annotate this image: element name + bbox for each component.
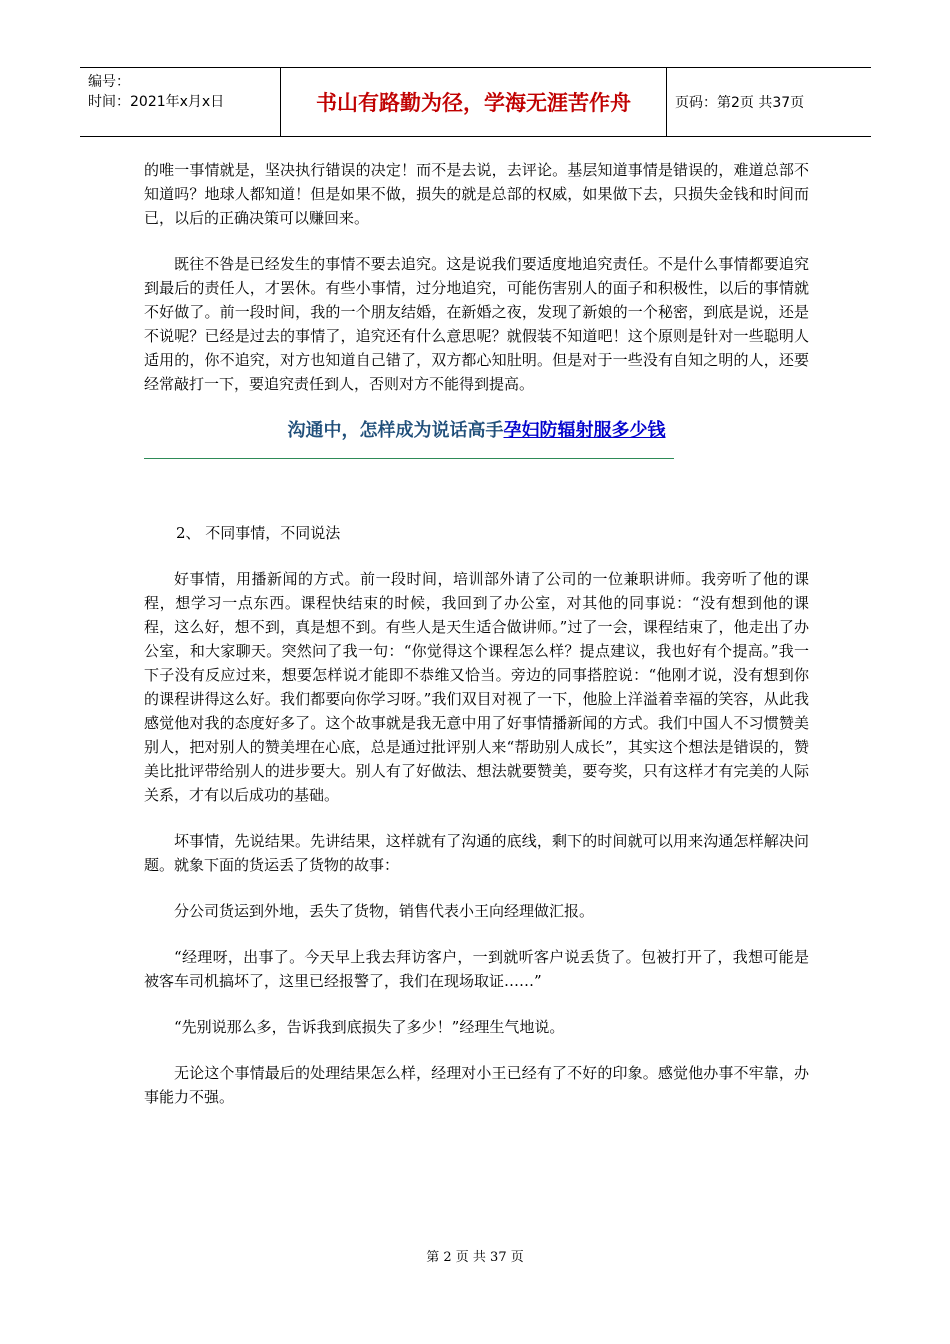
document-code: 编号： bbox=[88, 74, 130, 90]
page-footer: 第 2 页 共 37 页 bbox=[426, 1250, 524, 1265]
document-date: 时间：2021年x月x日 bbox=[88, 94, 225, 110]
paragraph-2: 既往不咎是已经发生的事情不要去追究。这是说我们要适度地追究责任。不是什么事情都要追究到最后的责任人，才罢休。有些小事情，过分地追究，可能伤害别人的面子和积极性，以后的事情就不好做了。前一段时间，我的一个朋友结婚，在新婚之夜，发现了新娘的一个秘密，到底是说，还是不说呢？已经是过去的事情了，追究还有什么意思呢？就假装不知道吧！这个原则是针对一些聪明人适用的，你不追究，对方也知道自己错了，双方都心知肚明。但是对于一些没有自知之明的人，还要经常敲打一下，要追究责任到人，否则对方不能得到提高。 bbox=[144, 255, 809, 393]
paragraph-7: “先别说那么多，告诉我到底损失了多少！”经理生气地说。 bbox=[174, 1018, 565, 1036]
paragraph-8: 无论这个事情最后的处理结果怎么样，经理对小王已经有了不好的印象。感觉他办事不牢靠，办事能力不强。 bbox=[144, 1064, 809, 1106]
page-header bbox=[80, 67, 871, 137]
paragraph-4: 坏事情，先说结果。先讲结果，这样就有了沟通的底线，剩下的时间就可以用来沟通怎样解决问题。就象下面的货运丢了货物的故事： bbox=[144, 832, 809, 874]
paragraph-5: 分公司货运到外地，丢失了货物，销售代表小王向经理做汇报。 bbox=[174, 902, 595, 920]
heading-link[interactable]: 孕妇防辐射服多少钱 bbox=[503, 420, 666, 441]
header-motto: 书山有路勤为径，学海无涯苦作舟 bbox=[281, 68, 667, 136]
section-heading-text: 沟通中，怎样成为说话高手 bbox=[287, 420, 504, 441]
header-page-number: 页码：第2页 共37页 bbox=[675, 95, 805, 111]
document-body bbox=[144, 158, 809, 1131]
paragraph-3: 好事情，用播新闻的方式。前一段时间，培训部外请了公司的一位兼职讲师。我旁听了他的课程，想学习一点东西。课程快结束的时候，我回到了办公室，对其他的同事说：“没有想到他的课程，这么好，想不到，真是想不到。有些人是天生适合做讲师。”过了一会，课程结束了，他走出了办公室，和大家聊天。突然问了我一句：“你觉得这个课程怎么样？提点建议，我也好有个提高。”我一下子没有反应过来，想要怎样说才能即不恭维又恰当。旁边的同事搭腔说：“他刚才说，没有想到你的课程讲得这么好。我们都要向你学习呀。”我们双目对视了一下，他脸上洋溢着幸福的笑容，从此我感觉他对我的态度好多了。这个故事就是我无意中用了好事情播新闻的方式。我们中国人不习惯赞美别人，把对别人的赞美埋在心底，总是通过批评别人来“帮助别人成长”，其实这个想法是错误的，赞美比批评带给别人的进步要大。别人有了好做法、想法就要赞美，要夸奖，只有这样才有完美的人际关系，才有以后成功的基础。 bbox=[144, 570, 809, 804]
paragraph-1: 的唯一事情就是，坚决执行错误的决定！而不是去说，去评论。基层知道事情是错误的，难道总部不知道吗？地球人都知道！但是如果不做，损失的就是总部的权威，如果做下去，只损失金钱和时间而已，以后的正确决策可以赚回来。 bbox=[144, 161, 809, 227]
header-meta bbox=[80, 68, 281, 136]
section-heading bbox=[144, 418, 809, 444]
paragraph-6: “经理呀，出事了。今天早上我去拜访客户，一到就听客户说丢货了。包被打开了，我想可能是被客车司机搞坏了，这里已经报警了，我们在现场取证……” bbox=[144, 948, 809, 990]
section-title: 2、 不同事情，不同说法 bbox=[176, 524, 341, 542]
